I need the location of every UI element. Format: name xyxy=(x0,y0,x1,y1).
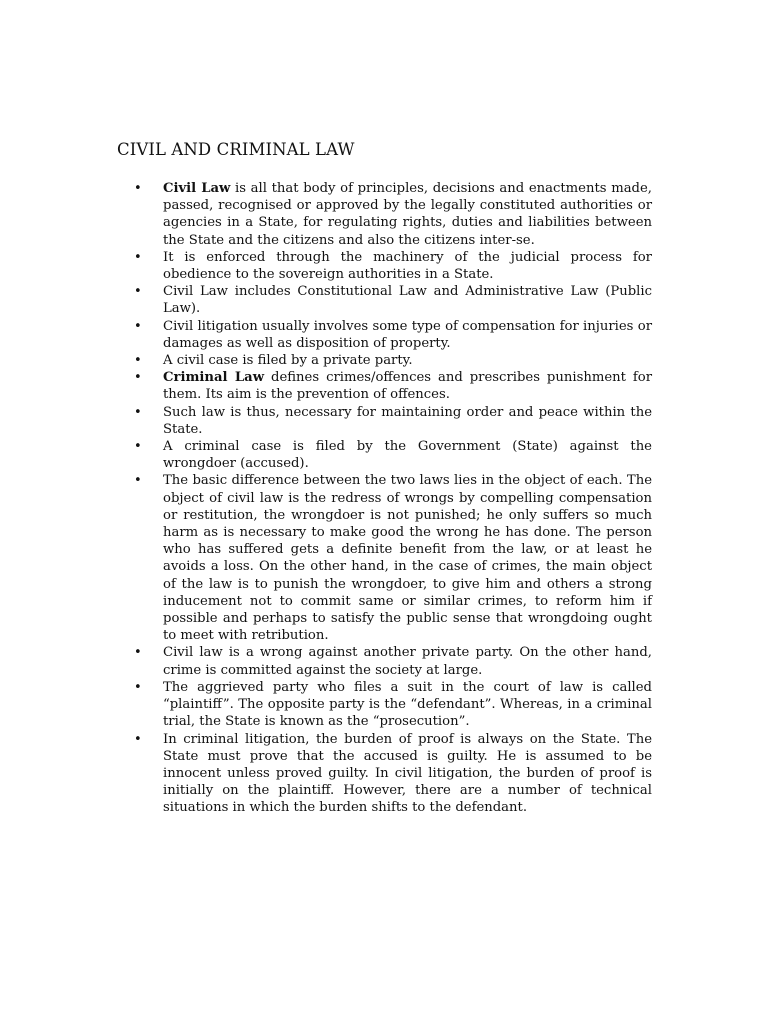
list-item xyxy=(134,283,652,317)
list-item-text: Such law is thus, necessary for maintaining order and peace within the State. xyxy=(163,404,652,437)
page-title: CIVIL AND CRIMINAL LAW xyxy=(117,140,355,159)
term-criminal-law: Criminal Law xyxy=(163,370,265,386)
list-item-text: is all that body of principles, decisions and enactments made, passed, recognised or approved by the legally constituted authorities or agencies in a State, for regulating rights, duties and liabilities between the State and the citizens and also the citizens inter-se. xyxy=(163,181,652,248)
list-item-text: The aggrieved party who files a suit in the court of law is called “plaintiff”. The opposite party is the “defendant”. Whereas, in a criminal trial, the State is known as the “prosecution”. xyxy=(163,679,652,730)
list-item-text: Civil law is a wrong against another private party. On the other hand, crime is committed against the society at large. xyxy=(163,645,652,678)
bullet-list xyxy=(134,180,652,817)
list-item xyxy=(134,318,652,352)
list-item-text: Civil litigation usually involves some type of compensation for injuries or damages as well as disposition of property. xyxy=(163,318,652,351)
list-item xyxy=(134,472,652,644)
list-item xyxy=(134,369,652,403)
list-item xyxy=(134,438,652,472)
list-item-text: In criminal litigation, the burden of proof is always on the State. The State must prove that the accused is guilty. He is assumed to be innocent unless proved guilty. In civil litigation, the burden of proof is initially on the plaintiff. However, there are a number of technical situations in which the burden shifts to the defendant. xyxy=(163,731,652,816)
list-item-text: The basic difference between the two laws lies in the object of each. The object of civil law is the redress of wrongs by compelling compensation or restitution, the wrongdoer is not punished; he only suffers so much harm as is necessary to make good the wrong he has done. The person who has suffered gets a definite benefit from the law, or at least he avoids a loss. On the other hand, in the case of crimes, the main object of the law is to punish the wrongdoer, to give him and others a strong inducement not to commit same or similar crimes, to reform him if possible and perhaps to satisfy the public sense that wrongdoing ought to meet with retribution. xyxy=(163,473,652,644)
list-item xyxy=(134,731,652,817)
list-item xyxy=(134,404,652,438)
list-item-text: A civil case is filed by a private party. xyxy=(163,353,413,369)
term-civil-law: Civil Law xyxy=(163,181,231,196)
list-item-text: A criminal case is filed by the Government (State) against the wrongdoer (accused). xyxy=(163,439,652,472)
list-item xyxy=(134,249,652,283)
list-item-text: It is enforced through the machinery of the judicial process for obedience to the sovereign authorities in a State. xyxy=(163,249,652,283)
list-item xyxy=(134,180,652,249)
list-item-text: Civil Law includes Constitutional Law and Administrative Law (Public Law). xyxy=(163,284,652,317)
list-item xyxy=(134,679,652,731)
list-item xyxy=(134,644,652,678)
list-item-text: defines crimes/offences and prescribes punishment for them. Its aim is the prevention of offences. xyxy=(163,370,652,403)
list-item xyxy=(134,352,652,369)
